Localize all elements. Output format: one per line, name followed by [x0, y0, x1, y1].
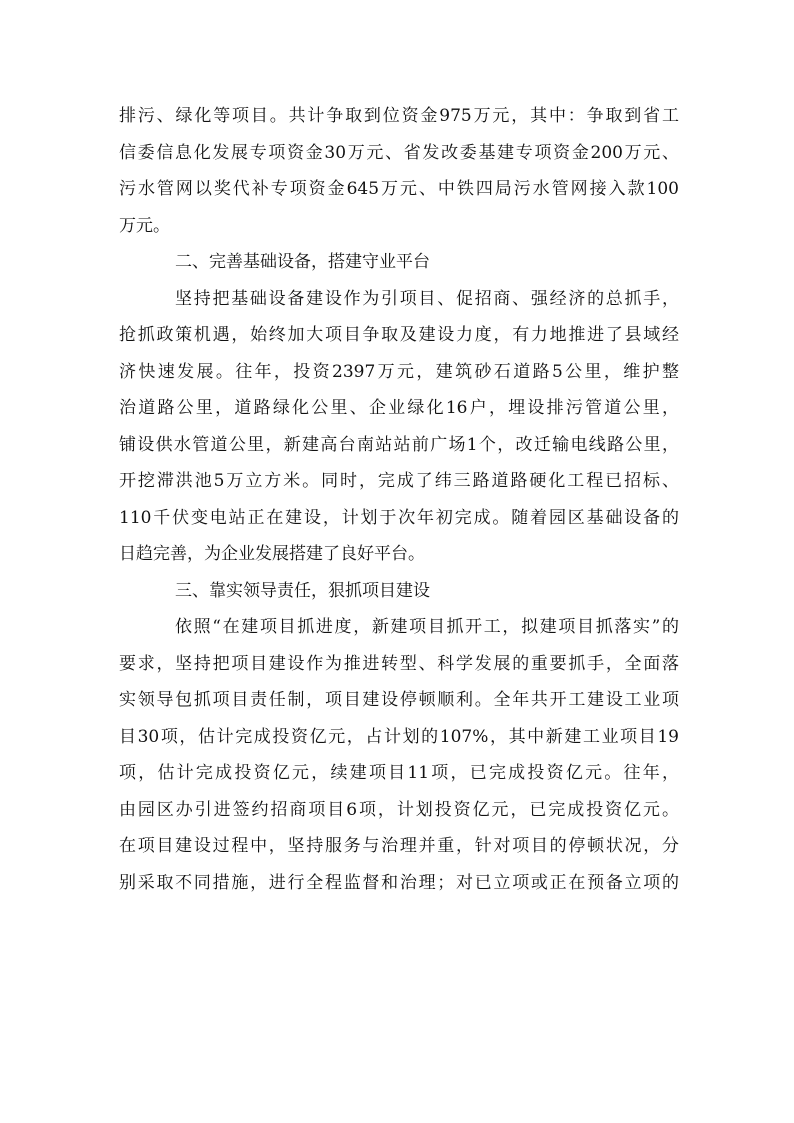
paragraph-line: 排污、绿化等项目。共计争取到位资金975万元，其中：争取到省工: [119, 106, 679, 126]
paragraph-line: 信委信息化发展专项资金30万元、省发改委基建专项资金200万元、: [119, 142, 679, 163]
paragraph-line: 抢抓政策机遇，始终加大项目争取及建设力度，有力地推进了县域经: [119, 325, 679, 345]
paragraph-line: 110千伏变电站正在建设，计划于次年初完成。随着园区基础设备的: [119, 507, 679, 528]
paragraph-line: 项，估计完成投资亿元，续建项目11项，已完成投资亿元。往年，: [119, 763, 679, 783]
paragraph-line: 万元。: [119, 215, 170, 236]
section-heading-2: 二、完善基础设备，搭建守业平台: [175, 252, 430, 272]
paragraph-line: 由园区办引进签约招商项目6项，计划投资亿元，已完成投资亿元。: [119, 799, 679, 820]
paragraph-line: 实领导包抓项目责任制，项目建设停顿顺利。全年共开工建设工业项: [119, 690, 679, 710]
paragraph-line: 铺设供水管道公里，新建高台南站站前广场1个，改迁输电线路公里，: [119, 434, 679, 455]
body-text: [119, 98, 679, 901]
paragraph-line: 日趋完善，为企业发展搭建了良好平台。: [119, 544, 425, 564]
paragraph-line: 要求，坚持把项目建设作为推进转型、科学发展的重要抓手，全面落: [119, 653, 679, 674]
paragraph-line: 济快速发展。往年，投资2397万元，建筑砂石道路5公里，维护整: [119, 361, 679, 382]
paragraph-line: 目30项，估计完成投资亿元，占计划的107%，其中新建工业项目19: [119, 726, 679, 747]
paragraph-line: 在项目建设过程中，坚持服务与治理并重，针对项目的停顿状况，分: [119, 836, 679, 856]
section-heading-3: 三、靠实领导责任，狠抓项目建设: [175, 580, 430, 601]
paragraph-line: 开挖滞洪池5万立方米。同时，完成了纬三路道路硬化工程已招标、: [119, 471, 679, 491]
paragraph-line: 治道路公里，道路绿化公里、企业绿化16户，埋设排污管道公里，: [119, 398, 679, 418]
paragraph-line: 别采取不同措施，进行全程监督和治理；对已立项或正在预备立项的: [119, 872, 679, 893]
paragraph-line: 污水管网以奖代补专项资金645万元、中铁四局污水管网接入款100: [119, 179, 679, 199]
paragraph-line: 坚持把基础设备建设作为引项目、促招商、强经济的总抓手，: [175, 288, 679, 309]
paragraph-line: 依照“在建项目抓进度，新建项目抓开工，拟建项目抓落实”的: [175, 617, 679, 637]
